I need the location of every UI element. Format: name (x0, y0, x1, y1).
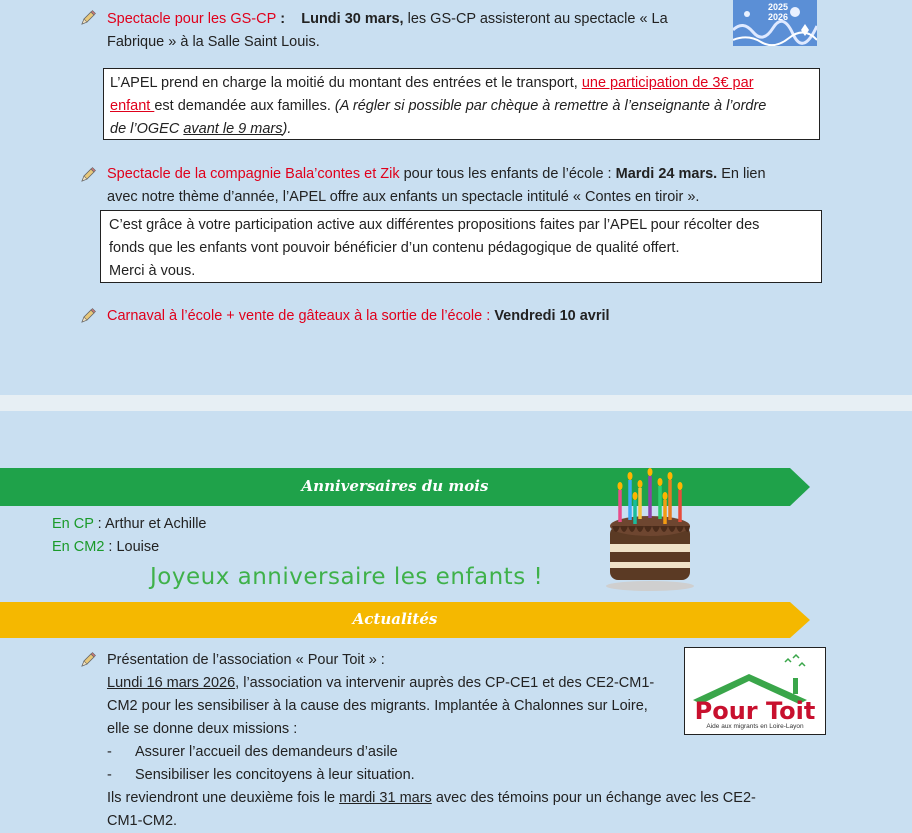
zik-title: Spectacle de la compagnie Bala’contes et Zik (107, 166, 400, 182)
logo-subtitle: Aide aux migrants en Loire-Layon (706, 723, 804, 730)
carnaval-title: Carnaval à l’école + vente de gâteaux à la sortie de l’école : (107, 308, 495, 324)
spectacle-poster-image (733, 0, 817, 46)
anniv-cp: En CP : Arthur et Achille (52, 516, 207, 532)
pour-toit-date: Lundi 16 mars 2026 (107, 675, 236, 691)
poster-year: 2025 2026 (767, 2, 789, 22)
anniversaires-banner-title: Anniversaires du mois (301, 477, 489, 495)
zik-info-box: C’est grâce à votre participation active aux différentes propositions faites par l’APEL pour récolter des fonds que les enfants vont pouvoir bénéficier d’un contenu pédagogique de qualité offert. Merci à vous. (100, 210, 822, 283)
carnaval-paragraph (107, 305, 807, 328)
mission-list-item: - (107, 744, 112, 760)
pencil-icon (80, 308, 96, 324)
mission-2: Sensibiliser les concitoyens à leur situation. (135, 767, 415, 783)
anniv-cm2: En CM2 : Louise (52, 539, 160, 555)
zik-paragraph: Spectacle de la compagnie Bala’contes et Zik pour tous les enfants de l’école : Mardi 24 mars. En lien avec notre thème d’année, l’APEL offre aux enfants un spectacle intitulé « Contes en tiroir ». (107, 166, 766, 205)
pour-toit-return-paragraph: Ils reviendront une deuxième fois le mardi 31 mars avec des témoins pour un échange avec les CE2- CM1-CM2. (107, 790, 756, 829)
logo-name: Pour Toit (694, 697, 816, 725)
pour-toit-paragraph: Présentation de l’association « Pour Toit » : Lundi 16 mars 2026, l’association va intervenir auprès des CP-CE1 et des CE2-CM1- CM2 pour les sensibiliser à la cause des migrants. Implantée à Chalonnes sur Loire, elle se donne deux missions : (107, 652, 655, 737)
pencil-icon (80, 10, 96, 26)
gscp-paragraph: Spectacle pour les GS-CP : Lundi 30 mars, les GS-CP assisteront au spectacle « La Fabrique » à la Salle Saint Louis. (107, 11, 668, 50)
carnaval-date: Vendredi 10 avril (494, 308, 610, 324)
return-date: mardi 31 mars (339, 790, 432, 806)
gscp-date: Lundi 30 mars, (301, 11, 404, 27)
zik-date: Mardi 24 mars. (615, 166, 718, 182)
section-separator (0, 395, 912, 411)
birthday-wish: Joyeux anniversaire les enfants ! (150, 564, 544, 590)
actualites-banner-title: Actualités (352, 610, 438, 628)
pour-toit-logo (684, 647, 826, 735)
pencil-icon (80, 652, 96, 668)
pour-toit-title: Présentation de l’association « Pour Toit » (107, 652, 377, 668)
mission-list-item: - (107, 767, 112, 783)
gscp-info-box: L’APEL prend en charge la moitié du montant des entrées et le transport, une participation de 3€ par enfant est demandée aux familles. (A régler si possible par chèque à remettre à l’enseignante à l’ordre de l’OGEC avant le 9 mars). (103, 68, 820, 140)
participation-link: une participation de 3€ par (581, 75, 754, 91)
pencil-icon (80, 167, 96, 183)
gscp-title: Spectacle pour les GS-CP (107, 11, 277, 27)
mission-1: Assurer l’accueil des demandeurs d’asile (135, 744, 398, 760)
birthday-cake-image (600, 466, 700, 592)
